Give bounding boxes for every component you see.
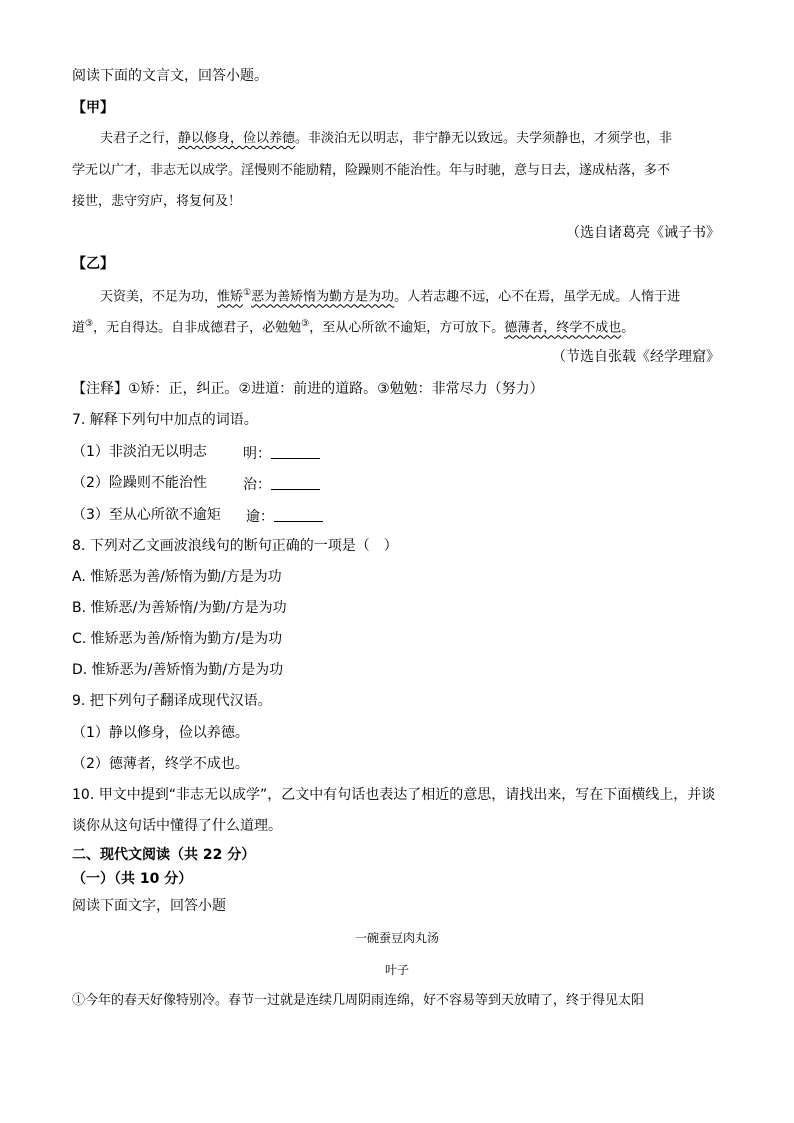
reading-instruction: 阅读下面的文言文，回答小题。 <box>72 68 268 84</box>
question-8-option-a[interactable]: A. 惟矫恶为善/矫惰为勤/方是为功 <box>72 569 282 585</box>
question-8-title: 8. 下列对乙文画波浪线句的断句正确的一项是（ ） <box>72 538 398 554</box>
passage-yi-source: （节选自张载《经学理窟》 <box>552 349 720 365</box>
question-9-item-2: （2）德薄者，终学不成也。 <box>72 756 249 772</box>
passage-text: ，无自得达。自非成德君子，必勉勉 <box>93 320 302 336</box>
passage-jia-line-3: 接世，悲守穷庐，将复何及！ <box>72 194 242 209</box>
question-7-answer-3 <box>246 508 323 524</box>
passage-text: ，至从心所欲不逾矩，方可放下。 <box>309 320 505 336</box>
question-9-title: 9. 把下列句子翻译成现代汉语。 <box>72 693 272 709</box>
item-text: （3）至从心所欲不逾矩 <box>72 507 221 523</box>
item-text: （1）非淡泊无以明志 <box>72 444 207 460</box>
wavy-underlined-text: 恶为善矫惰为勤方是为功 <box>251 289 395 305</box>
question-7-item-3 <box>72 508 221 522</box>
question-7-answer-1 <box>243 445 320 461</box>
wavy-underlined-text: 德薄者，终学不成也 <box>504 320 622 336</box>
passage-text: 。 <box>621 320 635 336</box>
question-10-line-2: 谈你从这句话中懂得了什么道理。 <box>72 818 282 834</box>
wavy-underlined-text: 惟矫 <box>217 289 244 305</box>
footnote-marker: ③ <box>301 319 310 329</box>
item-word: 治： <box>243 477 271 493</box>
question-8-option-b[interactable]: B. 惟矫恶/为善矫惰/为勤/方是为功 <box>72 600 287 616</box>
footnote-marker: ① <box>243 288 252 298</box>
passage-yi-line-2 <box>72 320 634 334</box>
footnote-marker: ③ <box>85 319 94 329</box>
passage-yi-heading: 【乙】 <box>72 256 114 272</box>
question-7-item-2 <box>72 476 207 490</box>
answer-blank[interactable] <box>271 476 320 490</box>
question-10-line-1: 10. 甲文中提到“非志无以成学”，乙文中有句话也表达了相近的意思，请找出来，写在下面横线上，并谈 <box>72 787 716 803</box>
question-7-answer-2 <box>243 476 320 492</box>
item-word: 逾： <box>246 509 274 525</box>
passage-text: 天资美，不足为功， <box>100 289 218 305</box>
passage-jia-heading: 【甲】 <box>72 100 114 116</box>
item-word: 明： <box>243 446 271 462</box>
passage-jia-line-2: 学无以广才，非志无以成学。淫慢则不能励精，险躁则不能治性。年与时驰，意与日去，遂成枯落，多不 <box>72 163 671 178</box>
passage-text: 道 <box>72 320 86 336</box>
article-paragraph-1: ①今年的春天好像特别冷。春节一过就是连续几周阴雨连绵，好不容易等到天放晴了，终于得见太阳 <box>72 993 645 1008</box>
article-title: 一碗蚕豆肉丸汤 <box>354 931 439 945</box>
question-8-option-c[interactable]: C. 惟矫恶为善/矫惰为勤方/是为功 <box>72 631 283 647</box>
question-7-item-1 <box>72 445 207 459</box>
answer-blank[interactable] <box>274 508 323 522</box>
answer-blank[interactable] <box>271 445 320 459</box>
passage-jia-source: （选自诸葛亮《诫子书》 <box>566 225 720 241</box>
passage-text: 。人若志趣不远，心不在焉，虽学无成。人惰于进 <box>394 289 681 305</box>
section-2-instruction: 阅读下面文字，回答小题 <box>72 898 226 914</box>
section-2-title: 二、现代文阅读（共 22 分） <box>72 847 256 863</box>
question-9-item-1: （1）静以修身，俭以养德。 <box>72 725 249 741</box>
question-8-option-d[interactable]: D. 惟矫恶为/善矫惰为勤/方是为功 <box>72 662 284 678</box>
section-2-subtitle: （一）（共 10 分） <box>72 871 193 887</box>
annotations: 【注释】①矫：正，纠正。②进道：前进的道路。③勉勉：非常尽力（努力） <box>72 381 544 397</box>
item-text: （2）险躁则不能治性 <box>72 475 207 491</box>
passage-yi-line-1 <box>100 289 680 303</box>
passage-text: 夫君子之行， <box>100 131 179 146</box>
question-7-title: 7. 解释下列句中加点的词语。 <box>72 412 258 428</box>
wavy-underlined-text: 静以修身，俭以养德 <box>178 131 296 146</box>
article-author: 叶子 <box>384 963 409 977</box>
passage-jia-line-1 <box>100 132 722 145</box>
passage-text: 。非淡泊无以明志，非宁静无以致远。夫学须静也，才须学也，非 <box>295 131 673 146</box>
